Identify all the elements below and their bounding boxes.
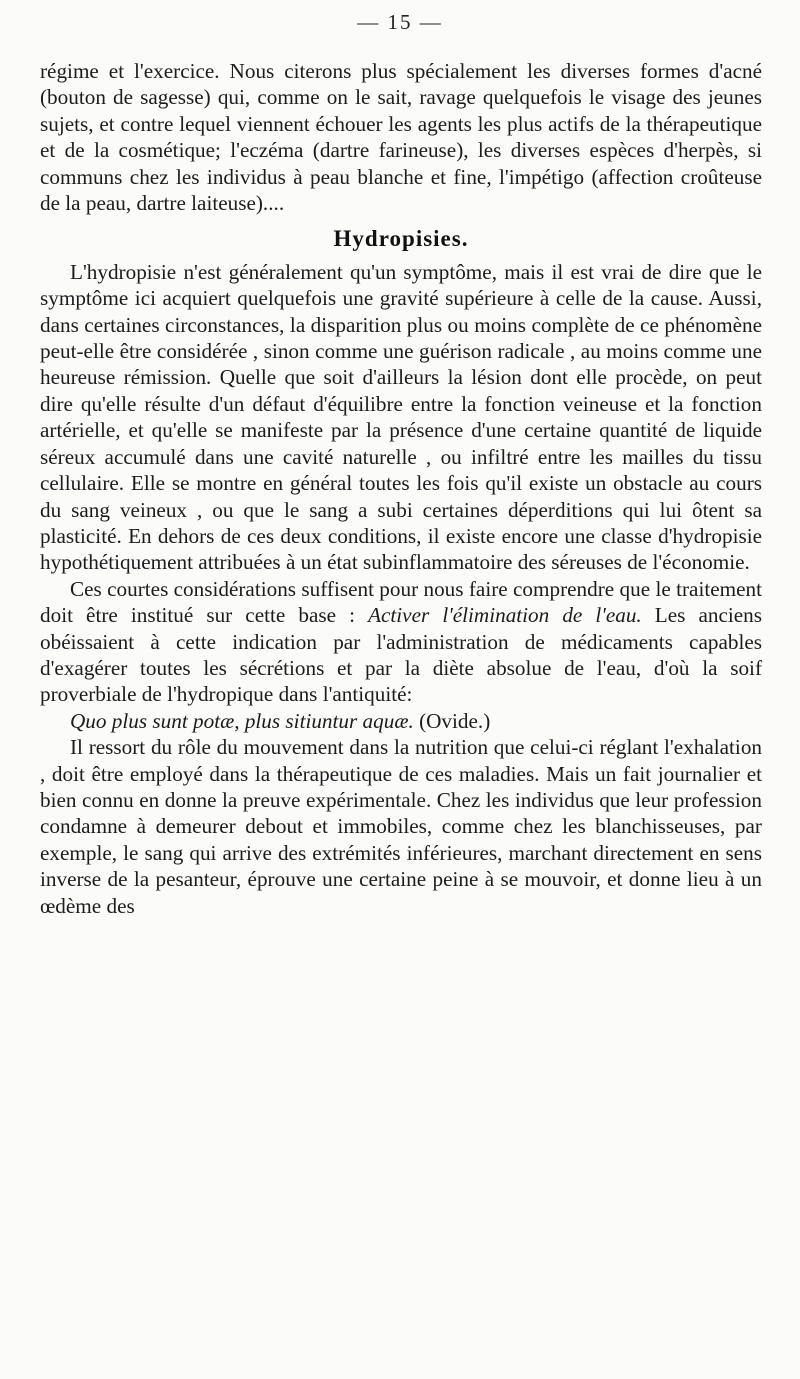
page-number: — 15 — <box>357 10 443 34</box>
treatment-text-end: Les anciens obéissaient à cette indication par l'administration de médicaments capables d'exagérer toutes les sécrétions et par la diète absolue de l'eau, d'où la soif proverbiale de l'hydropique dans l'antiquité: <box>40 603 762 707</box>
paragraph-movement-role: Il ressort du rôle du mouvement dans la nutrition que celui-ci réglant l'exhalation , doit être employé dans la thérapeutique de ces maladies. Mais un fait journalier et bien connu en donne la preuve expérimentale. Chez les individus que leur profession condamne à demeurer debout et immobiles, comme chez les blanchisseuses, par exemple, le sang qui arrive des extrémités inférieures, marchant directement en sens inverse de la pesanteur, éprouve une certaine peine à se mouvoir, et donne lieu à un œdème des <box>40 735 762 918</box>
paragraph-hydropisie-definition: L'hydropisie n'est généralement qu'un symptôme, mais il est vrai de dire que le symptôme ici acquiert quelquefois une gravité supérieure à celle de la cause. Aussi, dans certaines circonstances, la disparition plus ou moins complète de ce phénomène peut-elle être considérée , sinon comme une guérison radicale , au moins comme une heureuse rémission. Quelle que soit d'ailleurs la lésion dont elle procède, on peut dire qu'elle résulte d'un défaut d'équilibre entre la fonction veineuse et la fonction artérielle, et qu'elle se manifeste par la présence d'une certaine quantité de liquide séreux accumulé dans une cavité naturelle , ou infiltré entre les mailles du tissu cellulaire. Elle se montre en général toutes les fois qu'il existe un obstacle au cours du sang veineux , ou que le sang a subi certaines déperditions qui lui ôtent sa plasticité. En dehors de ces deux conditions, il existe encore une classe d'hydropisie hypothétiquement attribuées à un état subinflammatoire des séreuses de l'économie. <box>40 259 762 575</box>
section-heading-hydropisies: Hydropisies. <box>333 226 469 252</box>
treatment-principle-italic: Activer l'élimination de l'eau. <box>368 603 642 628</box>
latin-quote-source: (Ovide.) <box>413 708 491 733</box>
paragraph-skin-diseases: régime et l'exercice. Nous citerons plus spécialement les diverses formes d'acné (bouton de sagesse) qui, comme on le sait, ravage quelquefois le visage des jeunes sujets, et contre lequel viennent échouer les agents les plus actifs de la thérapeutique et de la cosmétique; l'eczéma (dartre farineuse), les diverses espèces d'herpès, si communs chez les individus à peau blanche et fine, l'impétigo (affection croûteuse de la peau, dartre laiteuse).... <box>40 59 762 216</box>
treatment-text-start: Ces courtes considérations suffisent pour nous faire comprendre que le traitement doit être institué sur cette base : <box>40 576 762 628</box>
latin-quote-text: Quo plus sunt potæ, plus sitiuntur aquæ. <box>70 708 414 733</box>
latin-quote <box>40 708 762 734</box>
text-column <box>40 58 762 919</box>
paragraph-treatment-basis <box>40 576 762 708</box>
